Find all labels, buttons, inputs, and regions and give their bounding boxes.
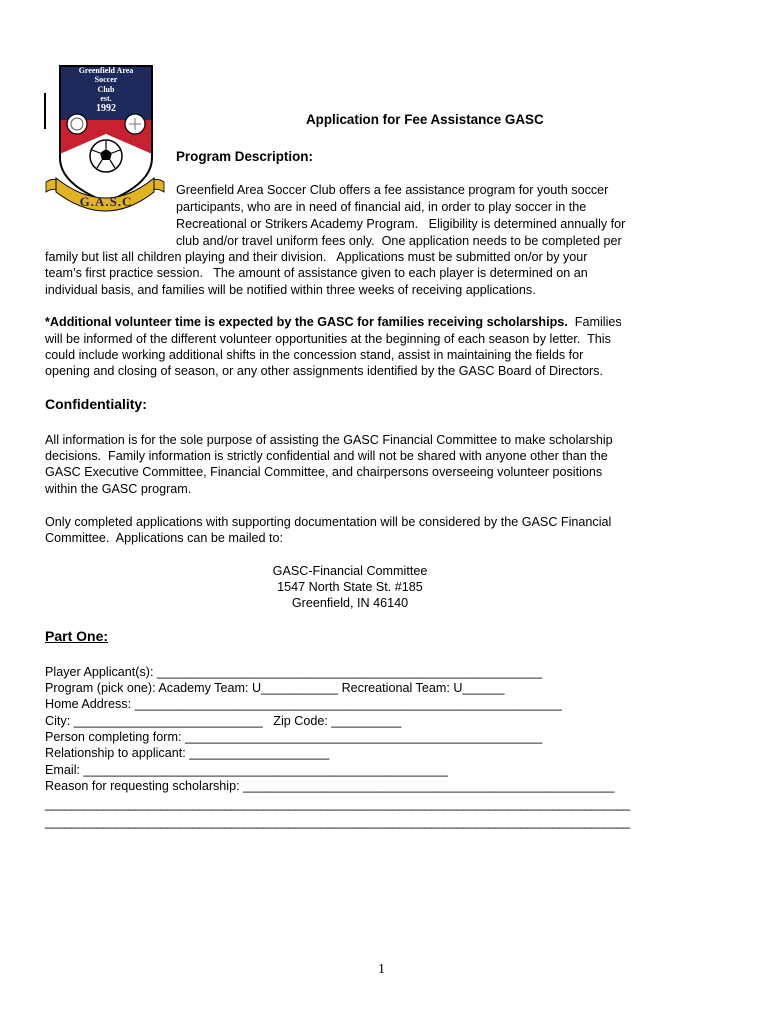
confidentiality-line: GASC Executive Committee, Financial Committee, and chairpersons overseeing volunteer positions (45, 465, 603, 479)
logo-line: 1992 (96, 102, 116, 114)
person-completing-field[interactable]: Person completing form: ___________________________________________________ (45, 730, 543, 744)
confidentiality-line: within the GASC program. (45, 482, 192, 496)
city-zip-field[interactable]: City: ___________________________ Zip Code: __________ (45, 714, 402, 728)
logo-text (60, 66, 152, 113)
volunteer-note-text: Families (567, 315, 622, 329)
program-description-line: Recreational or Strikers Academy Program. Eligibility is determined annually for (176, 217, 626, 231)
confidentiality-heading: Confidentiality: (45, 396, 147, 412)
logo-line: est. (100, 94, 112, 104)
volunteer-note-line: opening and closing of season, or any other assignments identified by the GASC Board of Directors. (45, 364, 603, 378)
mailing-address-line: 1547 North State St. #185 (277, 580, 423, 594)
program-description-heading: Program Description: (176, 149, 313, 164)
reason-continuation-line[interactable]: ___________________________________________________________________________________________ (45, 797, 630, 811)
logo-ribbon-text: G.A.S.C (79, 194, 133, 209)
program-description-line: Greenfield Area Soccer Club offers a fee assistance program for youth soccer (176, 183, 609, 197)
reason-field[interactable]: Reason for requesting scholarship: _____________________________________________________ (45, 779, 615, 793)
program-description-line: team’s first practice session. The amount of assistance given to each player is determined on an (45, 266, 588, 280)
player-applicant-field[interactable]: Player Applicant(s): _______________________________________________________ (45, 665, 543, 679)
home-address-field[interactable]: Home Address: _____________________________________________________________ (45, 697, 562, 711)
volunteer-note-bold: *Additional volunteer time is expected by the GASC for families receiving scholarships. (45, 315, 568, 329)
mailing-address-line: GASC-Financial Committee (272, 564, 428, 578)
reason-continuation-line[interactable]: ___________________________________________________________________________________________ (45, 815, 630, 829)
program-description-line: family but list all children playing and their division. Applications must be submitted on/or by your (45, 250, 588, 264)
relationship-field[interactable]: Relationship to applicant: ____________________ (45, 746, 330, 760)
program-pick-field[interactable]: Program (pick one): Academy Team: U___________ Recreational Team: U______ (45, 681, 505, 695)
program-description-line: individual basis, and families will be notified within three weeks of receiving applications. (45, 283, 536, 297)
logo-line: Club (97, 84, 115, 94)
logo-line: Greenfield Area (78, 66, 134, 75)
document-title: Application for Fee Assistance GASC (306, 112, 544, 127)
email-field[interactable]: Email: ____________________________________________________ (45, 763, 448, 777)
confidentiality-line: All information is for the sole purpose of assisting the GASC Financial Committee to make scholarship (45, 433, 613, 447)
page-number: 1 (378, 962, 385, 977)
confidentiality-line: Only completed applications with supporting documentation will be considered by the GASC Financial (45, 515, 612, 529)
program-description-line: club and/or travel uniform fees only. One application needs to be completed per (176, 234, 622, 248)
part-one-heading: Part One: (45, 628, 109, 644)
volunteer-note-line: will be informed of the different volunteer opportunities at the beginning of each season by letter. This (45, 332, 611, 346)
logo-line: Soccer (94, 75, 118, 85)
confidentiality-line: decisions. Family information is strictly confidential and will not be shared with anyone other than the (45, 449, 608, 463)
mailing-address-line: Greenfield, IN 46140 (291, 596, 409, 610)
volunteer-note-line: could include working additional shifts in the concession stand, assist in maintaining the fields for (45, 348, 584, 362)
confidentiality-line: Committee. Applications can be mailed to: (45, 531, 284, 545)
volunteer-note-first-line (45, 314, 622, 330)
program-description-line: participants, who are in need of financial aid, in order to play soccer in the (176, 200, 587, 214)
